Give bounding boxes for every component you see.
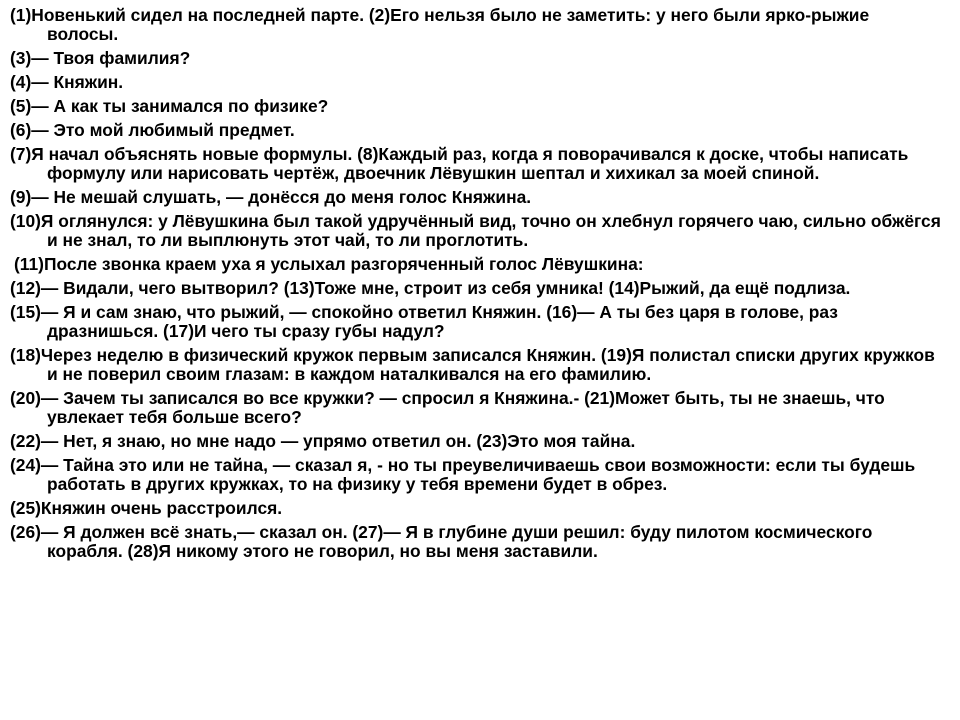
paragraph-8: (10)Я оглянулся: у Лёвушкина был такой удручённый вид, точно он хлебнул горячего чаю, сильно обжёгся и не знал, то ли выплюнуть этот чай, то ли проглотить. [10, 211, 941, 250]
paragraph-1: (1)Новенький сидел на последней парте. (2)Его нельзя было не заметить: у него были ярко-рыжие волосы. [10, 5, 870, 44]
paragraph-4: (5)— А как ты занимался по физике? [10, 96, 329, 116]
paragraph-5: (6)— Это мой любимый предмет. [10, 120, 295, 140]
paragraph-12: (18)Через неделю в физический кружок первым записался Княжин. (19)Я полистал списки других кружков и не поверил своим глазам: в каждом наталкивался на его фамилию. [10, 345, 935, 384]
paragraph-7: (9)— Не мешай слушать, — донёсся до меня голос Княжина. [10, 187, 532, 207]
story-text [10, 6, 945, 566]
paragraph-17: (26)— Я должен всё знать,— сказал он. (27)— Я в глубине души решил: буду пилотом космического корабля. (28)Я никому этого не говорил, но вы меня заставили. [10, 522, 873, 561]
paragraph-15: (24)— Тайна это или не тайна, — сказал я, - но ты преувеличиваешь свои возможности: если ты будешь работать в других кружках, то на физику у тебя времени будет в обрез. [10, 455, 916, 494]
paragraph-14: (22)— Нет, я знаю, но мне надо — упрямо ответил он. (23)Это моя тайна. [10, 431, 636, 451]
paragraph-11: (15)— Я и сам знаю, что рыжий, — спокойно ответил Княжин. (16)— А ты без царя в голове, раз дразнишься. (17)И чего ты сразу губы надул? [10, 302, 838, 341]
paragraph-16: (25)Княжин очень расстроился. [10, 498, 283, 518]
paragraph-9: (11)После звонка краем уха я услыхал разгоряченный голос Лёвушкина: [14, 254, 644, 274]
paragraph-10: (12)— Видали, чего вытворил? (13)Тоже мне, строит из себя умника! (14)Рыжий, да ещё подлиза. [10, 278, 851, 298]
paragraph-6: (7)Я начал объяснять новые формулы. (8)Каждый раз, когда я поворачивался к доске, чтобы написать формулу или нарисовать чертёж, двоечник Лёвушкин шептал и хихикал за моей спиной. [10, 144, 909, 183]
paragraph-2: (3)— Твоя фамилия? [10, 48, 191, 68]
paragraph-13: (20)— Зачем ты записался во все кружки? — спросил я Княжина.- (21)Может быть, ты не знаешь, что увлекает тебя больше всего? [10, 388, 885, 427]
paragraph-3: (4)— Княжин. [10, 72, 124, 92]
